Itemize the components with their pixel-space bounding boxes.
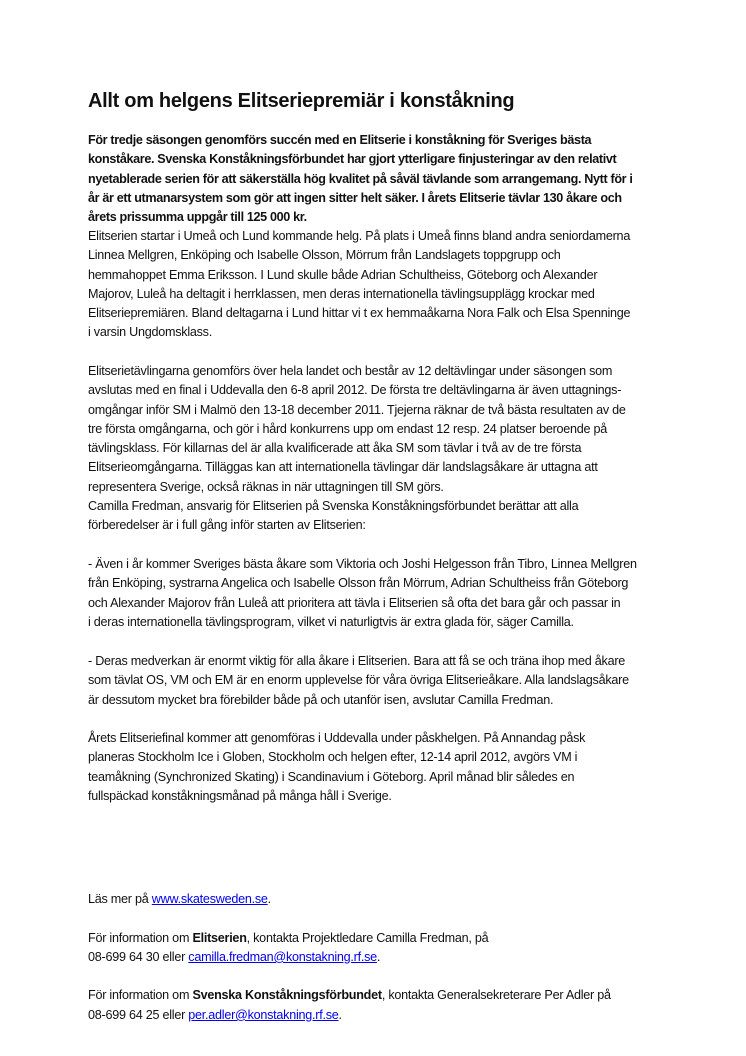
paragraph-line: planeras Stockholm Ice i Globen, Stockholm och helgen efter, 12-14 april 2012, avgörs VM i bbox=[88, 750, 578, 765]
paragraph-line: - Även i år kommer Sveriges bästa åkare som Viktoria och Joshi Helgesson från Tibro, Linnea Mellgren bbox=[88, 557, 637, 571]
paragraph-line: i varsin Ungdomsklass. bbox=[88, 325, 212, 340]
paragraph-line: och Alexander Majorov från Luleå att prioritera att tävla i Elitserien så ofta det bara går och passar in bbox=[88, 595, 621, 610]
contact-elitserien-phone bbox=[88, 948, 611, 967]
contact-text: , kontakta Projektledare Camilla Fredman, på bbox=[246, 930, 489, 945]
paragraph-line: Elitseriepremiären. Bland deltagarna i Lund hittar vi t ex hemmaåkarna Nora Falk och Elsa Spenninge bbox=[88, 306, 631, 321]
punctuation: . bbox=[338, 1007, 342, 1022]
paragraph-line: tävlingsklass. För killarnas del är alla kvalificerade att åka SM som tävlar i två av de tre första bbox=[88, 441, 582, 456]
body-paragraph bbox=[88, 497, 578, 536]
body-paragraph bbox=[88, 362, 626, 497]
phone-text: 08-699 64 25 eller bbox=[88, 1007, 189, 1022]
lead-paragraph bbox=[88, 131, 633, 227]
paragraph-line: fullspäckad konståkningsmånad på många håll i Sverige. bbox=[88, 788, 392, 803]
body-paragraph bbox=[88, 652, 629, 710]
paragraph-line: Elitserieomgångarna. Tilläggas kan att internationella tävlingar där landslagsåkare är uttagna att bbox=[88, 460, 598, 475]
lead-line: nyetablerade serien för att säkerställa hög kvalitet på såväl tävlande som arrangemang. Nytt för i bbox=[88, 171, 633, 186]
paragraph-line: Linnea Mellgren, Enköping och Isabelle Olsson, Mörrum från Landslagets toppgrupp och bbox=[88, 248, 561, 263]
paragraph-line: är dessutom mycket bra förebilder både på och utanför isen, avslutar Camilla Fredman. bbox=[88, 692, 554, 707]
body-paragraph bbox=[88, 729, 585, 806]
skatesweden-link[interactable]: www.skatesweden.se bbox=[151, 892, 268, 906]
paragraph-line: representera Sverige, också räknas in när uttagningen till SM görs. bbox=[88, 479, 444, 494]
contact-text: För information om bbox=[88, 930, 193, 945]
paragraph-line: - Deras medverkan är enormt viktig för alla åkare i Elitserien. Bara att få se och träna ihop med åkare bbox=[88, 654, 626, 668]
contact-elitserien bbox=[88, 929, 611, 948]
lead-line: årets prissumma uppgår till 125 000 kr. bbox=[88, 210, 307, 225]
paragraph-line: hemmahoppet Emma Eriksson. I Lund skulle både Adrian Schultheiss, Göteborg och Alexander bbox=[88, 267, 598, 282]
article-title: Allt om helgens Elitseriepremiär i konståkning bbox=[88, 90, 515, 112]
paragraph-line: Elitserietävlingarna genomförs över hela landet och består av 12 deltävlingar under säsongen som bbox=[88, 364, 613, 378]
paragraph-line: tre första omgångarna, och gör i hård konkurrens upp om endast 12 resp. 24 platser beroende på bbox=[88, 421, 608, 436]
punctuation: . bbox=[376, 949, 381, 964]
contact-text: För information om bbox=[88, 988, 193, 1003]
body-paragraph bbox=[88, 555, 637, 632]
body-paragraph bbox=[88, 227, 630, 343]
paragraph-line: Årets Elitseriefinal kommer att genomföras i Uddevalla under påskhelgen. På Annandag påsk bbox=[88, 731, 586, 745]
paragraph-line: omgångar inför SM i Malmö den 13-18 december 2011. Tjejerna räknar de två bästa resultaten av de bbox=[88, 402, 626, 417]
lead-line: konståkare. Svenska Konståkningsförbundet har gjort ytterligare finjusteringar av den relativt bbox=[88, 152, 617, 167]
paragraph-line: förberedelser är i full gång inför starten av Elitserien: bbox=[88, 518, 366, 533]
contact-org: Elitserien bbox=[192, 930, 247, 945]
contact-forbundet bbox=[88, 986, 611, 1005]
paragraph-line: som tävlat OS, VM och EM är en enorm upplevelse för våra övriga Elitserieåkare. Alla landslagsåkare bbox=[88, 673, 629, 688]
read-more-label: Läs mer på bbox=[88, 892, 152, 906]
paragraph-line: i deras internationella tävlingsprogram, vilket vi naturligtvis är extra glada för, säger Camilla. bbox=[88, 614, 574, 629]
read-more-line bbox=[88, 890, 611, 909]
email-link-camilla[interactable]: camilla.fredman@konstakning.rf.se bbox=[188, 949, 377, 964]
email-link-per[interactable]: per.adler@konstakning.rf.se bbox=[188, 1007, 339, 1022]
footer bbox=[88, 890, 611, 1025]
contact-org: Svenska Konståkningsförbundet bbox=[192, 988, 382, 1003]
paragraph-line: Majorov, Luleå ha deltagit i herrklassen, men deras internationella tävlingsupplägg krockar med bbox=[88, 286, 595, 301]
lead-line: För tredje säsongen genomförs succén med en Elitserie i konståkning för Sveriges bästa bbox=[88, 133, 592, 147]
paragraph-line: Camilla Fredman, ansvarig för Elitserien på Svenska Konståkningsförbundet berättar att alla bbox=[88, 499, 579, 513]
paragraph-line: teamåkning (Synchronized Skating) i Scandinavium i Göteborg. April månad blir således en bbox=[88, 769, 575, 784]
phone-text: 08-699 64 30 eller bbox=[88, 949, 189, 964]
paragraph-line: avslutas med en final i Uddevalla den 6-8 april 2012. De första tre deltävlingarna är även uttagnings- bbox=[88, 383, 622, 398]
paragraph-line: Elitserien startar i Umeå och Lund kommande helg. På plats i Umeå finns bland andra seniordamerna bbox=[88, 229, 631, 243]
lead-line: år är ett utmanarsystem som gör att ingen sitter helt säker. I årets Elitserie tävlar 130 åkare och bbox=[88, 190, 622, 205]
contact-forbundet-phone bbox=[88, 1006, 611, 1025]
punctuation: . bbox=[267, 892, 271, 906]
paragraph-line: från Enköping, systrarna Angelica och Isabelle Olsson från Mörrum, Adrian Schultheiss från Göteborg bbox=[88, 576, 629, 591]
contact-text: , kontakta Generalsekreterare Per Adler på bbox=[381, 988, 611, 1003]
